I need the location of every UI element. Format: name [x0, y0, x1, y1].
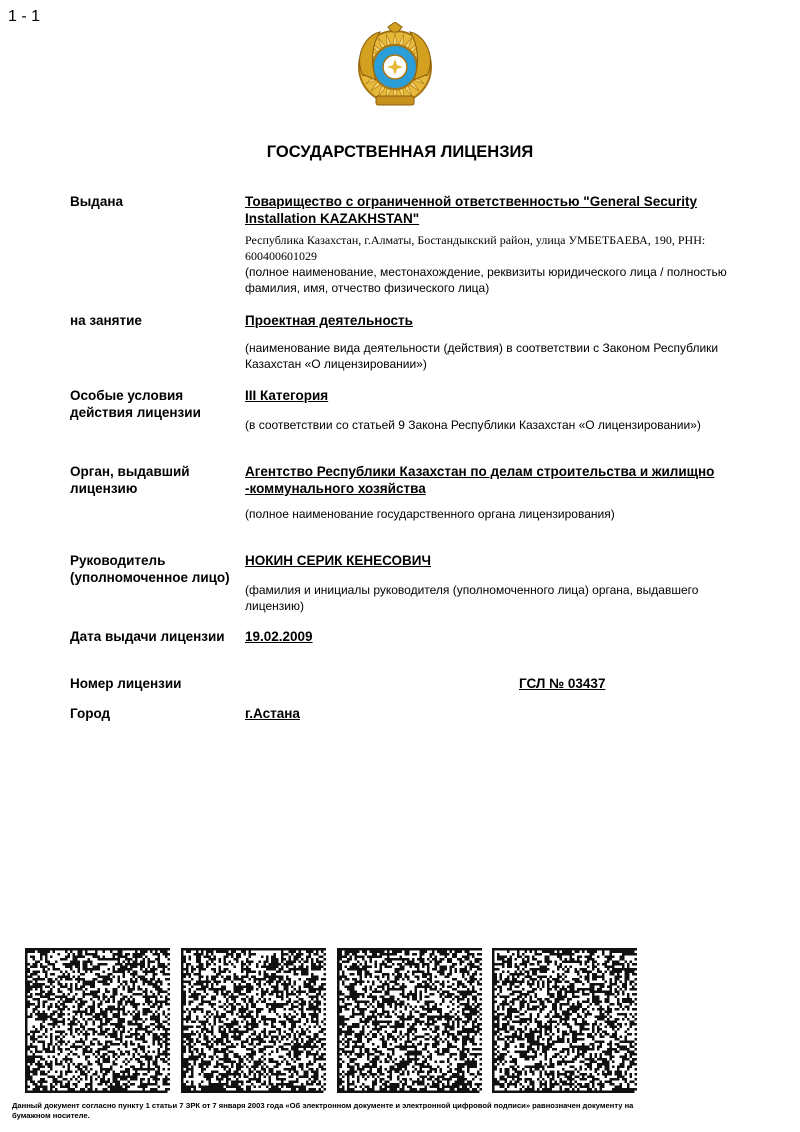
barcode-1-icon — [25, 948, 170, 1093]
footer-legal-note: Данный документ согласно пункту 1 статьи 7 ЗРК от 7 января 2003 года «Об электронном документе и электронной цифровой подписи» равнозначен документу на бумажном носителе. — [12, 1101, 634, 1120]
city-value: г.Астана — [245, 706, 300, 721]
license-number-label: Номер лицензии — [70, 676, 182, 691]
issued-to-address: Республика Казахстан, г.Алматы, Бостандыкский район, улица УМБЕТБАЕВА, 190, РНН: 600400601029 — [245, 233, 706, 263]
activity-note: (наименование вида деятельности (действия) в соответствии с Законом Республики Казахстан «О лицензировании») — [245, 341, 719, 371]
barcode-4-icon — [492, 948, 637, 1093]
head-note: (фамилия и инициалы руководителя (уполномоченного лица) органа, выдавшего лицензию) — [245, 583, 699, 613]
special-conditions-label: Особые условия действия лицензии — [70, 388, 201, 420]
activity-value: Проектная деятельность — [245, 313, 413, 328]
city-label: Город — [70, 706, 111, 721]
issue-date-label: Дата выдачи лицензии — [70, 629, 225, 644]
issued-to-value: Товарищество с ограниченной ответственностью "General Security Installation KAZAKHSTAN" — [245, 194, 697, 226]
issue-date-value: 19.02.2009 — [245, 629, 313, 644]
kazakhstan-state-emblem-icon — [350, 22, 440, 112]
head-label: Руководитель (уполномоченное лицо) — [70, 553, 230, 585]
page-number: 1 - 1 — [8, 8, 41, 25]
special-conditions-note: (в соответствии со статьей 9 Закона Республики Казахстан «О лицензировании») — [245, 418, 701, 432]
barcode-2-icon — [181, 948, 326, 1093]
activity-label: на занятие — [70, 313, 142, 328]
issued-to-note: (полное наименование, местонахождение, реквизиты юридического лица / полностью фамилия, имя, отчество физического лица) — [245, 265, 727, 295]
head-value: НОКИН СЕРИК КЕНЕСОВИЧ — [245, 553, 431, 568]
issuing-body-value: Агентство Республики Казахстан по делам строительства и жилищно -коммунального хозяйства — [245, 464, 715, 496]
issued-to-label: Выдана — [70, 194, 124, 209]
document-title: ГОСУДАРСТВЕННАЯ ЛИЦЕНЗИЯ — [266, 143, 534, 161]
issuing-body-note: (полное наименование государственного органа лицензирования) — [245, 507, 615, 521]
barcode-3-icon — [337, 948, 482, 1093]
issuing-body-label: Орган, выдавший лицензию — [70, 464, 190, 496]
license-number-value: ГСЛ № 03437 — [519, 676, 606, 691]
special-conditions-value: III Категория — [245, 388, 329, 403]
